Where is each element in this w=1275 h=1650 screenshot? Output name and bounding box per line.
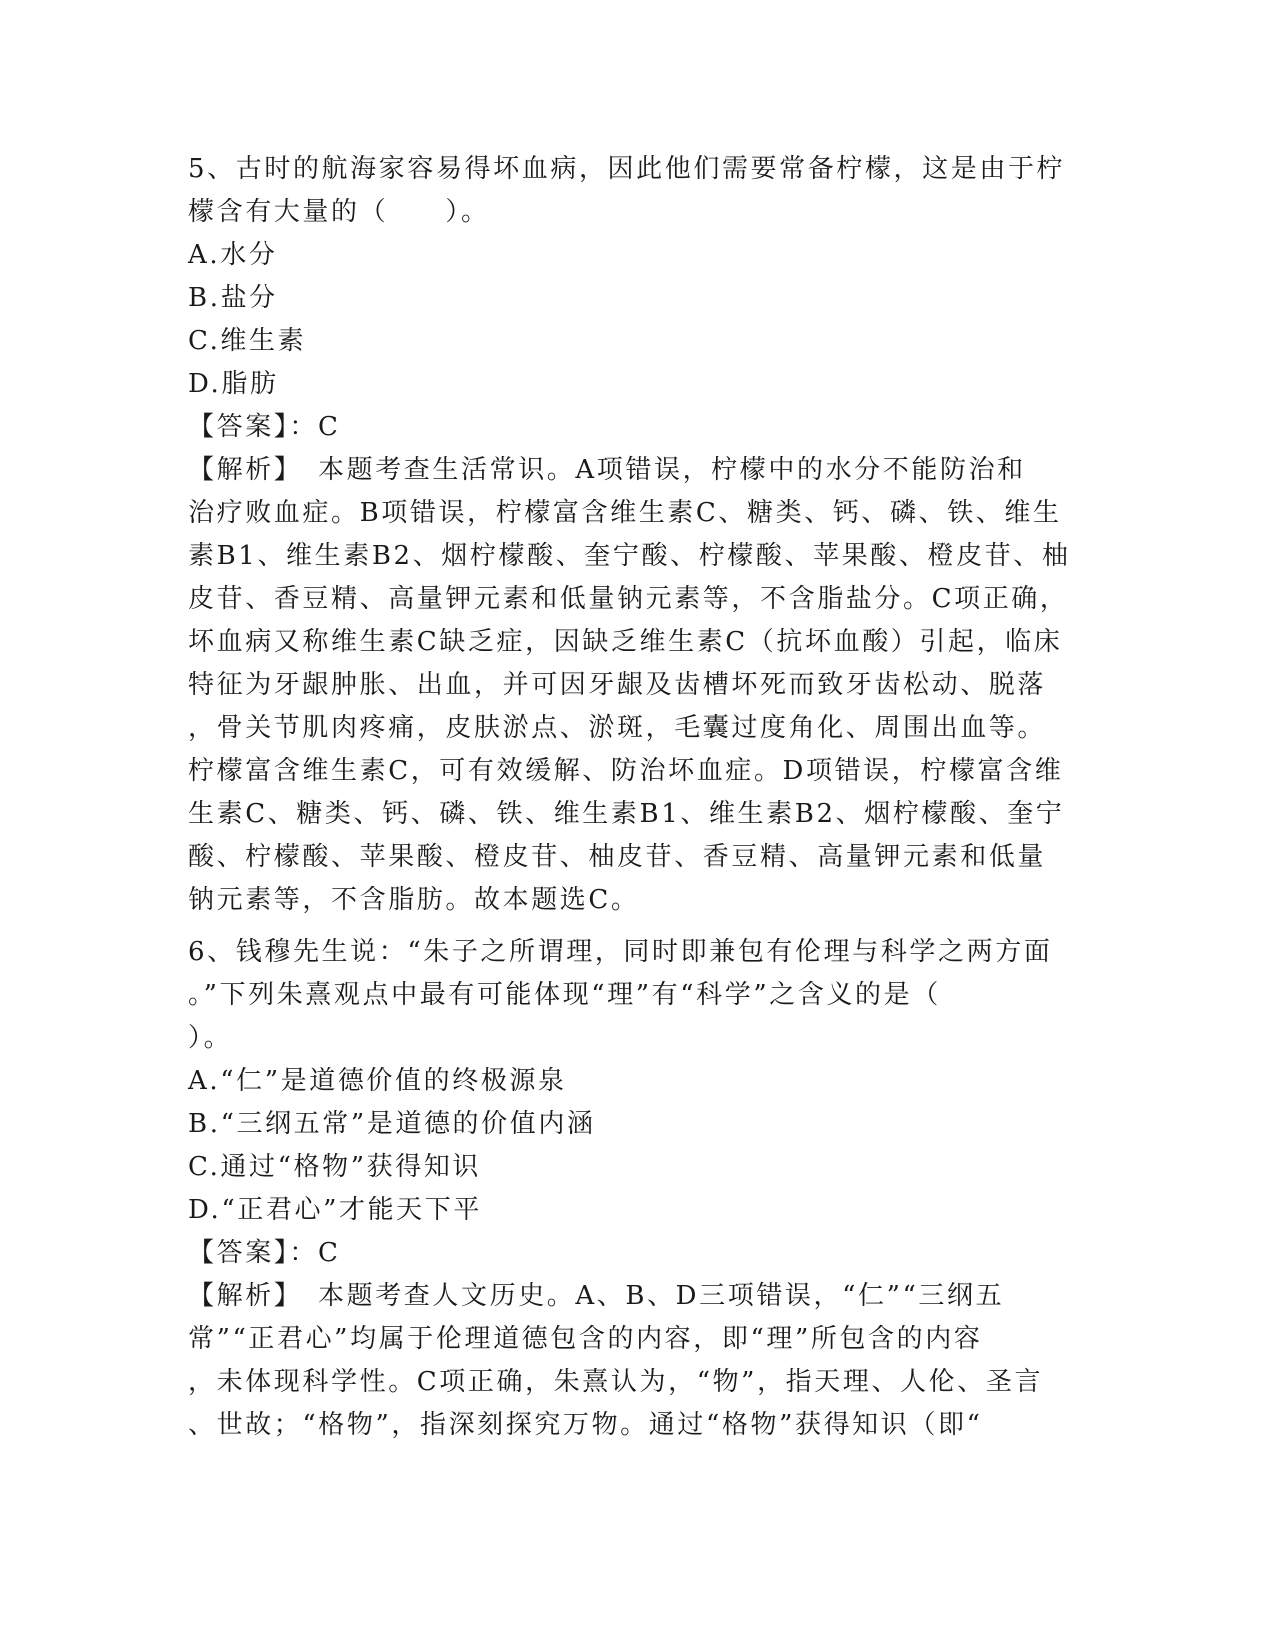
stem-line: 5、古时的航海家容易得坏血病，因此他们需要常备柠檬，这是由于柠 — [188, 154, 1066, 184]
analysis-line: 酸、柠檬酸、苹果酸、橙皮苷、柚皮苷、香豆精、高量钾元素和低量 — [188, 842, 1047, 872]
stem-line: 檬含有大量的（ ）。 — [188, 197, 490, 227]
analysis-line: 常”“正君心”均属于伦理道德包含的内容，即“理”所包含的内容 — [188, 1324, 983, 1354]
option-d: D.脂肪 — [188, 369, 279, 399]
stem-line: 6、钱穆先生说：“朱子之所谓理，同时即兼包有伦理与科学之两方面 — [188, 937, 1053, 967]
option-c: C.维生素 — [188, 326, 307, 356]
stem-line: ）。 — [188, 1023, 233, 1053]
option-a: A.水分 — [188, 240, 278, 270]
analysis-line: 坏血病又称维生素C缺乏症，因缺乏维生素C（抗坏血酸）引起，临床 — [188, 627, 1063, 657]
question-gap — [188, 922, 1088, 931]
option-list — [188, 1060, 1088, 1232]
analysis-line: 皮苷、香豆精、高量钾元素和低量钠元素等，不含脂盐分。C项正确， — [188, 584, 1069, 614]
analysis-line: 【解析】 本题考查生活常识。A项错误，柠檬中的水分不能防治和 — [188, 455, 1026, 485]
analysis-line: 柠檬富含维生素C，可有效缓解、防治坏血症。D项错误，柠檬富含维 — [188, 756, 1064, 786]
option-b: B.“三纲五常”是道德的价值内涵 — [188, 1109, 596, 1139]
question-stem — [188, 931, 1088, 1060]
analysis-line: ，骨关节肌肉疼痛，皮肤淤点、淤斑，毛囊过度角化、周围出血等。 — [188, 713, 1047, 743]
analysis — [188, 1275, 1088, 1447]
option-b: B.盐分 — [188, 283, 278, 313]
analysis-line: 【解析】 本题考查人文历史。A、B、D三项错误，“仁”“三纲五 — [188, 1281, 1005, 1311]
question-5 — [188, 148, 1088, 922]
option-d: D.“正君心”才能天下平 — [188, 1195, 482, 1225]
analysis-line: 生素C、糖类、钙、磷、铁、维生素B1、维生素B2、烟柠檬酸、奎宁 — [188, 799, 1065, 829]
analysis-line: 素B1、维生素B2、烟柠檬酸、奎宁酸、柠檬酸、苹果酸、橙皮苷、柚 — [188, 541, 1071, 571]
analysis-line: 治疗败血症。B项错误，柠檬富含维生素C、糖类、钙、磷、铁、维生 — [188, 498, 1062, 528]
analysis-line: ，未体现科学性。C项正确，朱熹认为，“物”，指天理、人伦、圣言 — [188, 1367, 1044, 1397]
option-c: C.通过“格物”获得知识 — [188, 1152, 482, 1182]
answer: 【答案】：C — [188, 1238, 341, 1268]
analysis-line: 特征为牙龈肿胀、出血，并可因牙龈及齿槽坏死而致牙齿松动、脱落 — [188, 670, 1047, 700]
document-content — [188, 148, 1088, 1447]
answer: 【答案】：C — [188, 412, 341, 442]
option-list — [188, 234, 1088, 406]
analysis-line: 、世故；“格物”，指深刻探究万物。通过“格物”获得知识（即“ — [188, 1410, 983, 1440]
question-stem — [188, 148, 1088, 234]
option-a: A.“仁”是道德价值的终极源泉 — [188, 1066, 567, 1096]
stem-line: 。”下列朱熹观点中最有可能体现“理”有“科学”之含义的是（ — [188, 980, 941, 1010]
question-6 — [188, 931, 1088, 1447]
analysis — [188, 449, 1088, 922]
analysis-line: 钠元素等，不含脂肪。故本题选C。 — [188, 885, 640, 915]
